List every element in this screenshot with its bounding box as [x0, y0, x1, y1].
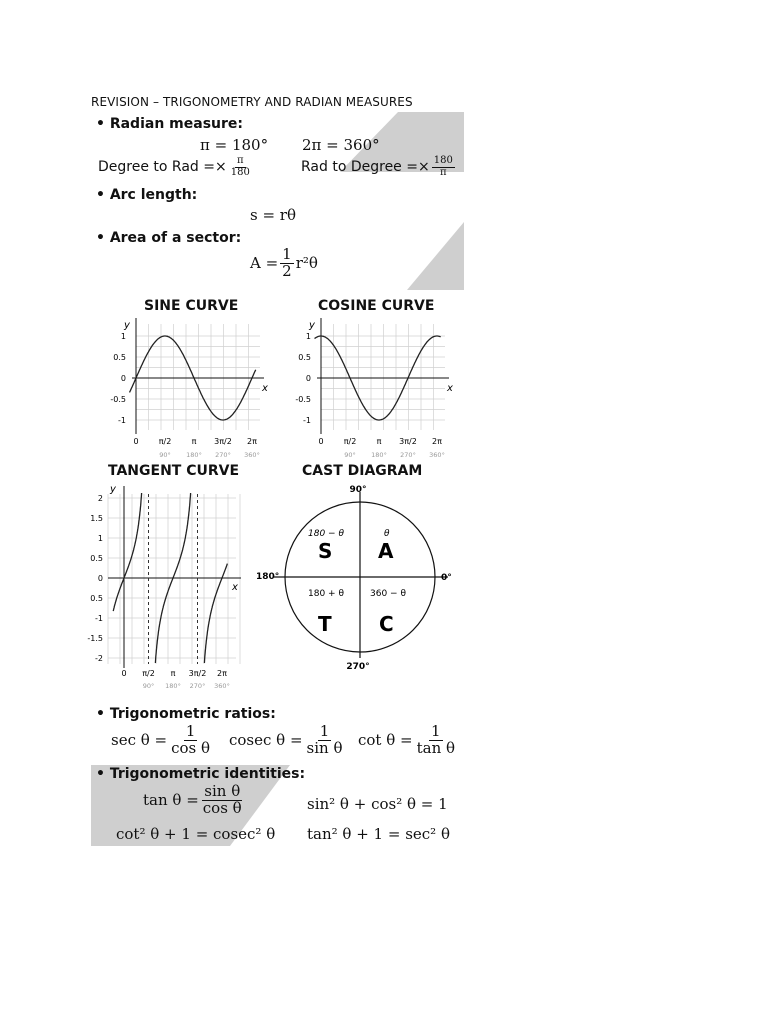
cosine-x-tick-deg: 90° — [344, 451, 356, 459]
sine-x-label: x — [262, 383, 268, 394]
sector-fraction — [280, 247, 294, 280]
sine-x-tick-rad: 3π/2 — [214, 437, 232, 446]
tan-fraction — [201, 784, 244, 817]
tan-den: cos θ — [202, 798, 242, 817]
cosec-fraction — [305, 724, 345, 757]
rad-to-deg-num: 180 — [433, 155, 453, 166]
identities-heading: • Trigonometric identities: — [96, 766, 306, 782]
two-pi-equals-360: 2π = 360° — [302, 136, 380, 154]
sine-y-tick: 0 — [120, 374, 126, 383]
cosine-title: COSINE CURVE — [318, 298, 435, 314]
sine-x-tick-deg: 180° — [186, 451, 202, 459]
cosine-x-tick-rad: π — [376, 437, 382, 446]
tan-y-tick: 0 — [97, 574, 103, 583]
cot-den: tan θ — [416, 738, 456, 757]
sec-fraction — [169, 724, 212, 757]
cast-t-angle: 180 + θ — [308, 589, 344, 599]
cosine-x-tick-rad: 3π/2 — [399, 437, 417, 446]
cast-left-label: 180° — [256, 572, 280, 582]
tan-y-tick: 1 — [97, 534, 103, 543]
tan-y-tick: 1.5 — [90, 514, 103, 523]
cosine-x-tick-deg: 270° — [400, 451, 416, 459]
page-title: REVISION – TRIGONOMETRY AND RADIAN MEASURES — [91, 95, 413, 109]
tan-y-tick: -2 — [95, 654, 103, 663]
sine-x-tick-deg: 270° — [215, 451, 231, 459]
pythagorean-identity-2: cot² θ + 1 = cosec² θ — [116, 825, 276, 843]
cosine-y-label: y — [309, 320, 315, 331]
sector-formula — [250, 247, 318, 280]
cast-s: S — [318, 539, 333, 563]
cast-c: C — [379, 612, 394, 636]
cosine-graph — [277, 314, 457, 464]
sec-lhs: sec θ = — [111, 731, 168, 750]
sec-num: 1 — [185, 722, 196, 740]
pi-equals-180: π = 180° — [200, 136, 269, 154]
deg-to-rad — [98, 156, 254, 178]
cosec-num: 1 — [319, 722, 330, 740]
cot-formula — [358, 724, 459, 757]
sine-y-tick: -0.5 — [110, 395, 126, 404]
sine-y-tick: -1 — [118, 416, 126, 425]
arc-formula: s = rθ — [250, 206, 297, 224]
tan-y-tick: 2 — [97, 494, 103, 503]
sine-x-tick-rad: 2π — [247, 437, 257, 446]
sine-x-tick-rad: 0 — [133, 437, 139, 446]
sine-x-tick-rad: π/2 — [158, 437, 172, 446]
deg-to-rad-den: 180 — [230, 166, 250, 178]
cast-a: A — [378, 539, 394, 563]
tan-x-tick-deg: 270° — [189, 682, 206, 690]
sector-rhs: r²θ — [295, 254, 318, 273]
sec-den: cos θ — [171, 738, 211, 757]
ratios-heading: • Trigonometric ratios: — [96, 706, 276, 722]
cast-c-angle: 360 − θ — [370, 589, 406, 599]
deg-to-rad-num: π — [236, 155, 244, 166]
tan-identity — [143, 784, 246, 817]
sector-lhs: A = — [250, 254, 279, 273]
tan-x-tick-deg: 180° — [165, 682, 181, 690]
tan-x-tick-rad: 2π — [217, 669, 227, 678]
deg-to-rad-fraction — [229, 156, 252, 178]
cot-num: 1 — [431, 722, 441, 740]
tangent-graph — [86, 480, 246, 692]
sine-y-tick: 1 — [120, 332, 126, 341]
tangent-title: TANGENT CURVE — [108, 463, 240, 479]
sine-y-label: y — [124, 320, 130, 331]
tan-y-tick: 0.5 — [90, 554, 103, 563]
grey-triangle-mid — [407, 222, 464, 290]
tan-num: sin θ — [204, 782, 241, 800]
cosine-y-tick: 0 — [305, 374, 311, 383]
tan-x-tick-deg: 90° — [142, 682, 155, 690]
cast-diagram — [252, 482, 458, 672]
cast-title: CAST DIAGRAM — [302, 463, 423, 479]
cast-right-label: 0° — [441, 573, 452, 583]
tan-x-label: x — [232, 582, 238, 593]
pythagorean-identity-3: tan² θ + 1 = sec² θ — [307, 825, 450, 843]
cosine-x-tick-deg: 360° — [429, 451, 445, 459]
tan-x-tick-rad: 3π/2 — [188, 669, 207, 678]
cosec-formula — [229, 724, 347, 757]
cosine-y-tick: -0.5 — [295, 395, 311, 404]
cast-bottom-label: 270° — [346, 662, 370, 672]
sine-y-tick: 0.5 — [113, 353, 126, 362]
cot-lhs: cot θ = — [358, 731, 413, 750]
cot-fraction — [415, 724, 457, 757]
sine-graph — [92, 314, 272, 464]
cosec-den: sin θ — [306, 738, 343, 757]
sector-den: 2 — [282, 261, 292, 280]
cast-t: T — [318, 612, 332, 636]
cosine-x-tick-rad: π/2 — [343, 437, 357, 446]
rad-to-deg — [301, 156, 457, 178]
cosec-lhs: cosec θ = — [229, 731, 303, 750]
tan-y-tick: -1 — [95, 614, 103, 623]
cosine-x-tick-rad: 0 — [318, 437, 324, 446]
tan-y-label: y — [110, 484, 116, 495]
rad-to-deg-fraction — [432, 156, 455, 178]
cosine-x-label: x — [447, 383, 453, 394]
sine-x-tick-deg: 90° — [159, 451, 171, 459]
tan-y-tick: 0.5 — [90, 594, 103, 603]
sec-formula — [111, 724, 214, 757]
tan-lhs: tan θ = — [143, 791, 199, 810]
cosine-y-tick: 0.5 — [298, 353, 311, 362]
cast-s-angle: 180 − θ — [308, 529, 344, 539]
arc-heading: • Arc length: — [96, 187, 198, 203]
sine-title: SINE CURVE — [144, 298, 239, 314]
rad-to-deg-label: Rad to Degree =× — [301, 159, 430, 175]
tan-y-tick: -1.5 — [87, 634, 103, 643]
sector-num: 1 — [282, 245, 292, 263]
deg-to-rad-label: Degree to Rad =× — [98, 159, 227, 175]
tan-curve-branch-1 — [113, 493, 141, 611]
cast-a-angle: θ — [384, 529, 390, 539]
tan-x-tick-deg: 360° — [214, 682, 230, 690]
cosine-y-tick: -1 — [303, 416, 311, 425]
sine-x-tick-rad: π — [191, 437, 197, 446]
radian-heading: • Radian measure: — [96, 116, 243, 132]
sine-x-tick-deg: 360° — [244, 451, 260, 459]
pythagorean-identity-1: sin² θ + cos² θ = 1 — [307, 795, 448, 813]
cosine-x-tick-deg: 180° — [371, 451, 387, 459]
cosine-x-tick-rad: 2π — [432, 437, 442, 446]
cosine-y-tick: 1 — [305, 332, 311, 341]
tan-x-tick-rad: π — [170, 669, 176, 678]
cast-top-label: 90° — [349, 485, 367, 495]
sector-heading: • Area of a sector: — [96, 230, 242, 246]
tan-x-tick-rad: π/2 — [142, 669, 155, 678]
tan-x-tick-rad: 0 — [121, 669, 127, 678]
rad-to-deg-den: π — [439, 166, 447, 178]
